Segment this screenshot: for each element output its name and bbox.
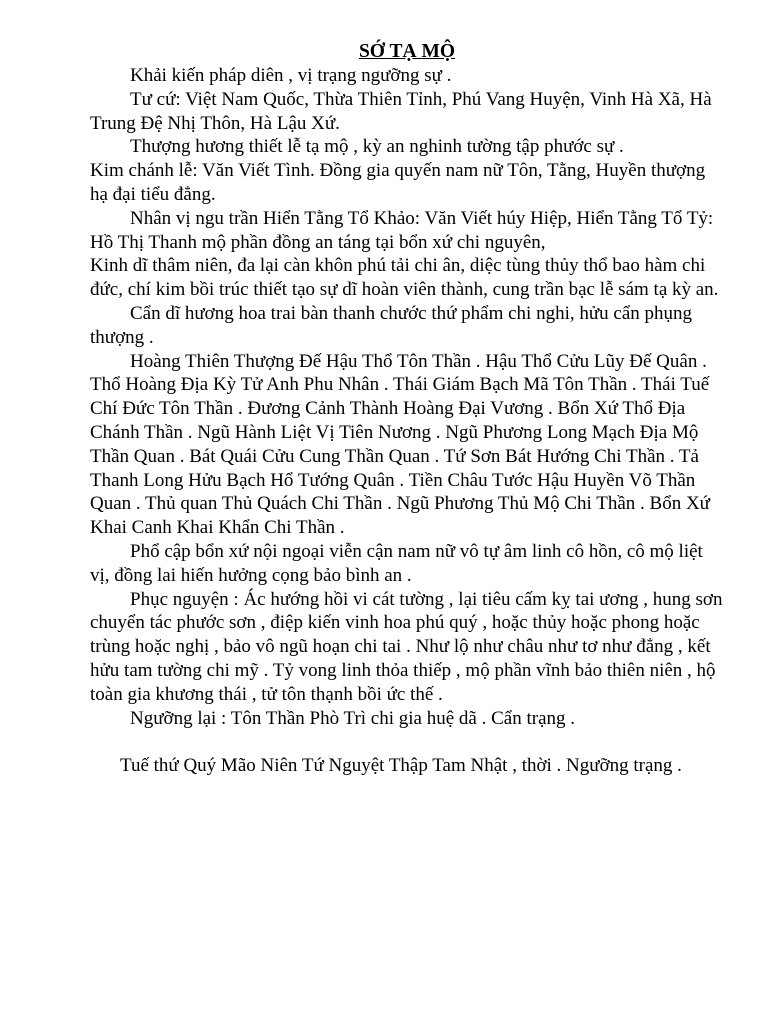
- paragraph-opening: Khải kiến pháp diên , vị trạng ngưỡng sự .: [130, 65, 452, 86]
- paragraph-officiant: Kim chánh lễ: Văn Viết Tình. Đồng gia quyến nam nữ Tôn, Tằng, Huyền thượng hạ đại tiểu đẳng.: [90, 160, 706, 205]
- paragraph-prayer: Phục nguyện : Ác hướng hồi vi cát tường , lại tiêu cấm kỵ tai ương , hung sơn chuyển tác phước sơn , điệp kiến vinh hoa phú quý , hoặc thủy hoặc phong hoặc trùng hoặc nghị , bảo vô ngũ hoạn chi tai . Như lộ như châu như tơ như đẳng , kết hửu tam tường chi mỹ . Tỷ vong linh thỏa thiếp , mộ phần vĩnh bảo thiên niên , hộ toàn gia khương thái , tử tôn thạnh bồi ức thế .: [90, 588, 723, 705]
- paragraph-offerings: Cẩn dĩ hương hoa trai bàn thanh chước thứ phẩm chi nghi, hửu cẩn phụng thượng .: [90, 302, 693, 348]
- paragraph-deities: Hoàng Thiên Thượng Đế Hậu Thổ Tôn Thần . Hậu Thổ Cửu Lũy Đế Quân . Thổ Hoàng Địa Kỳ Tử Anh Phu Nhân . Thái Giám Bạch Mã Tôn Thần . Thái Tuế Chí Đức Tôn Thần . Đương Cảnh Thành Hoàng Đại Vương . Bổn Xứ Thổ Địa Chánh Thần . Ngũ Hành Liệt Vị Tiên Nương . Ngũ Phương Long Mạch Địa Mộ Thần Quan . Bát Quái Cửu Cung Thần Quan . Tứ Sơn Bát Hướng Chi Thần . Tả Thanh Long Hửu Bạch Hổ Tướng Quân . Tiền Châu Tước Hậu Huyền Võ Thần Quan . Thủ quan Thủ Quách Chi Thần . Ngũ Phương Thủ Mộ Chi Thần . Bổn Xứ Khai Canh Khai Khẩn Chi Thần .: [90, 350, 710, 539]
- paragraph-ancestors: Nhân vị ngu trần Hiển Tằng Tổ Khảo: Văn Viết húy Hiệp, Hiển Tằng Tổ Tỷ: Hồ Thị Thanh mộ phần đồng an táng tại bổn xứ chi nguyên,: [90, 207, 714, 253]
- spacer: [90, 730, 724, 754]
- paragraph-reliance: Ngưỡng lại : Tôn Thần Phò Trì chi gia huệ dã . Cẩn trạng .: [130, 707, 575, 729]
- paragraph-address: Tư cứ: Việt Nam Quốc, Thừa Thiên Tỉnh, Phú Vang Huyện, Vinh Hà Xã, Hà Trung Đệ Nhị Thôn, Hà Lậu Xứ.: [90, 88, 712, 134]
- document-page: [90, 40, 724, 778]
- document-title: SỚ TẠ MỘ: [358, 41, 456, 62]
- paragraph-grace: Kinh dĩ thâm niên, đa lại càn khôn phú tải chi ân, diệc tùng thủy thổ bao hàm chi đức, chí kim bồi trúc thiết tạo sự dĩ hoàn viên thành, cung trần bạc lễ sám tạ kỳ an.: [90, 255, 719, 301]
- paragraph-purpose: Thượng hương thiết lễ tạ mộ , kỳ an nghinh tường tập phước sự .: [130, 136, 624, 158]
- closing-date-line: Tuế thứ Quý Mão Niên Tứ Nguyệt Thập Tam Nhật , thời . Ngưỡng trạng .: [120, 755, 682, 777]
- paragraph-spirits: Phổ cập bổn xứ nội ngoại viễn cận nam nữ vô tự âm linh cô hồn, cô mộ liệt vị, đồng lai hiến hưởng cọng bảo bình an .: [90, 540, 703, 586]
